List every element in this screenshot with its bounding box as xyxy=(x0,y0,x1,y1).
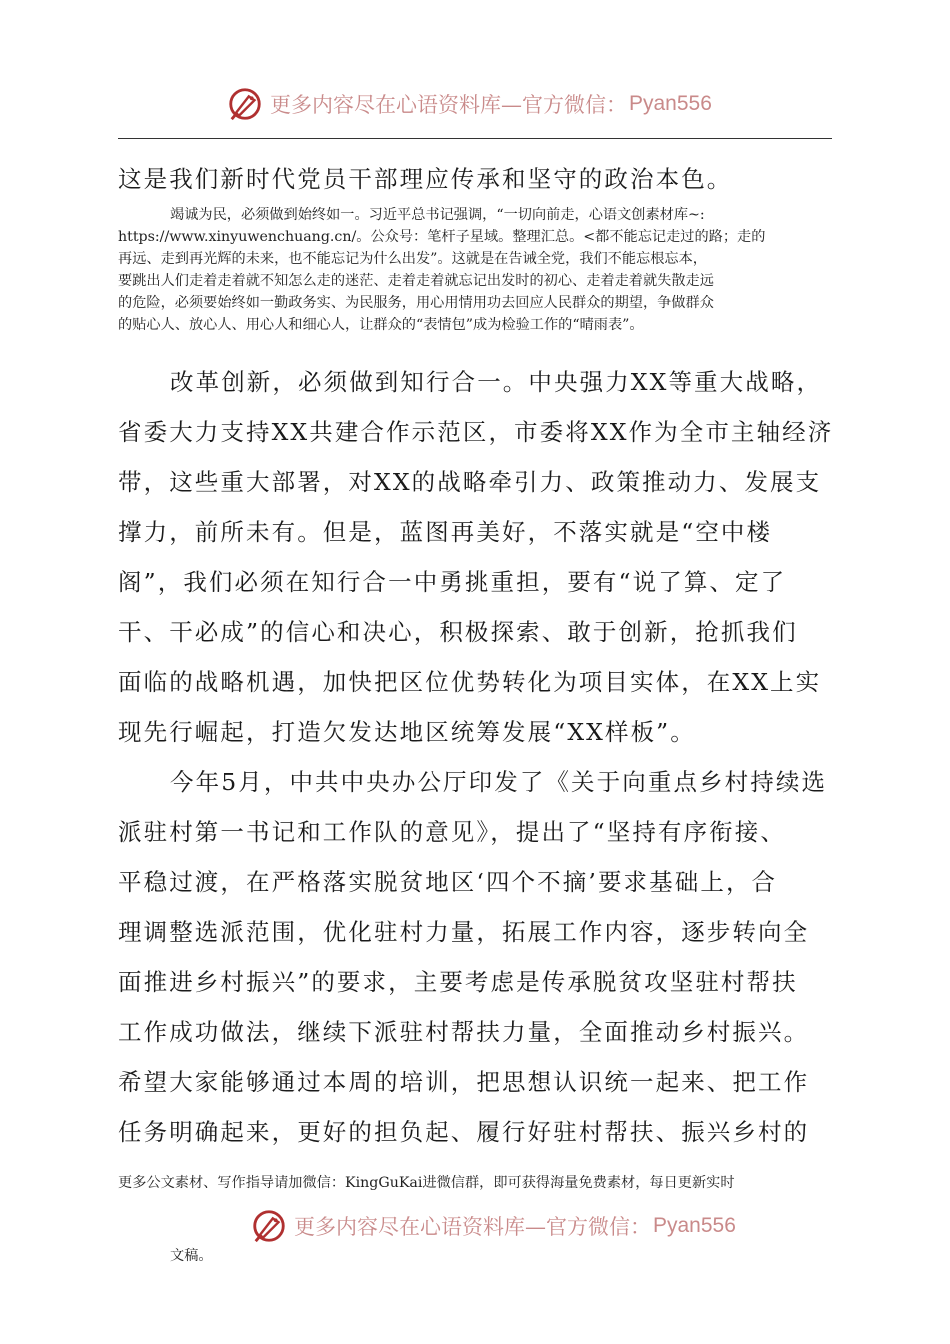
header-watermark-banner xyxy=(226,84,726,124)
intro-line: 这是我们新时代党员干部理应传承和坚守的政治本色。 xyxy=(118,165,733,193)
paragraph-line: 希望大家能够通过本周的培训，把思想认识统一起来、把工作 xyxy=(118,1068,810,1096)
paragraph-line: 改革创新，必须做到知行合一。中央强力XX等重大战略， xyxy=(170,368,823,396)
header-banner-id: Pyan556 xyxy=(629,92,712,115)
paragraph-line: 任务明确起来，更好的担负起、履行好驻村帮扶、振兴乡村的 xyxy=(118,1118,810,1146)
paragraph-line: 阁”，我们必须在知行合一中勇挑重担，要有“说了算、定了 xyxy=(118,568,787,596)
paragraph-line: 平稳过渡，在严格落实脱贫地区‘四个不摘’要求基础上，合 xyxy=(118,868,778,896)
small-paragraph-line: 的危险，必须要始终如一勤政务实、为民服务，用心用情用功去回应人民群众的期望，争做群众 xyxy=(118,295,714,311)
footer-banner-text: 更多内容尽在心语资料库—官方微信： xyxy=(294,1215,651,1239)
paragraph-line: 面推进乡村振兴”的要求，主要考虑是传承脱贫攻坚驻村帮扶 xyxy=(118,968,798,996)
paragraph-line: 工作成功做法，继续下派驻村帮扶力量，全面推动乡村振兴。 xyxy=(118,1018,810,1046)
header-banner-text: 更多内容尽在心语资料库—官方微信： xyxy=(270,93,627,117)
small-paragraph-line: 竭诚为民，必须做到始终如一。习近平总书记强调，“一切向前走，心语文创素材库~: xyxy=(170,207,705,223)
small-paragraph-line: 要跳出人们走着走着就不知怎么走的迷茫、走着走着就忘记出发时的初心、走着走着就失散走远 xyxy=(118,273,714,289)
paragraph-line: 面临的战略机遇，加快把区位优势转化为项目实体，在XX上实 xyxy=(118,668,822,696)
paragraph-line: 今年5月，中共中央办公厅印发了《关于向重点乡村持续选 xyxy=(170,768,828,796)
pen-nib-logo-icon xyxy=(226,85,264,123)
paragraph-line: 派驻村第一书记和工作队的意见》，提出了“坚持有序衔接、 xyxy=(118,818,786,846)
pen-nib-logo-icon xyxy=(250,1207,288,1245)
paragraph-line: 撑力，前所未有。但是，蓝图再美好，不落实就是“空中楼 xyxy=(118,518,773,546)
small-paragraph-line: 的贴心人、放心人、用心人和细心人，让群众的“表情包”成为检验工作的“晴雨表”。 xyxy=(118,317,644,333)
header-divider xyxy=(118,138,832,139)
paragraph-line: 省委大力支持XX共建合作示范区，市委将XX作为全市主轴经济 xyxy=(118,418,834,446)
small-paragraph-line: https://www.xinyuwenchuang.cn/。公众号：笔杆子星域。整理汇总。<都不能忘记走过的路；走的 xyxy=(118,229,766,245)
footer-note-line: 更多公文素材、写作指导请加微信：KingGuKai进微信群，即可获得海量免费素材，每日更新实时 xyxy=(118,1175,735,1191)
paragraph-line: 带，这些重大部署，对XX的战略牵引力、政策推动力、发展支 xyxy=(118,468,822,496)
small-paragraph-line: 再远、走到再光辉的未来，也不能忘记为什么出发”。这就是在告诫全党，我们不能忘根忘本， xyxy=(118,251,707,267)
footer-watermark-banner xyxy=(250,1206,750,1246)
paragraph-line: 理调整选派范围，优化驻村力量，拓展工作内容，逐步转向全 xyxy=(118,918,810,946)
footer-note-line: 文稿。 xyxy=(170,1248,213,1264)
paragraph-line: 现先行崛起，打造欠发达地区统筹发展“XX样板”。 xyxy=(118,718,696,746)
footer-banner-id: Pyan556 xyxy=(653,1214,736,1237)
paragraph-line: 干、干必成”的信心和决心，积极探索、敢于创新，抢抓我们 xyxy=(118,618,798,646)
